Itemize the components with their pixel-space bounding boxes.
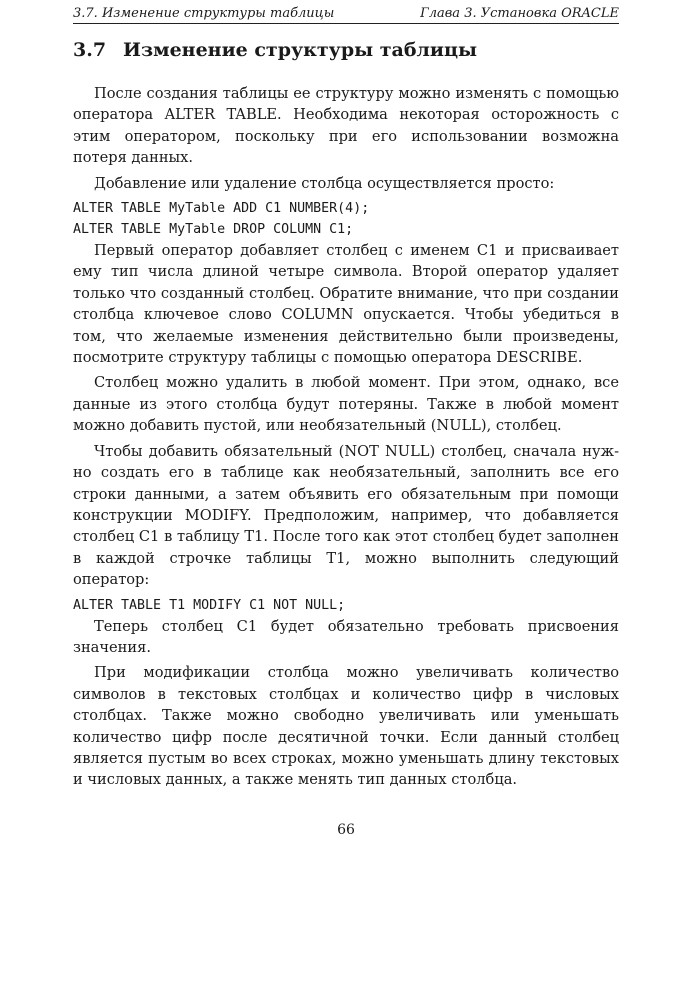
paragraph-required-value: Теперь столбец C1 будет обязательно требовать присвоения значения.: [73, 617, 619, 656]
paragraph-drop-anytime: Столбец можно удалить в любой момент. При этом, однако, все данные из этого столбца будут потеряны. Также в любой момент можно добавить пустой, или необязательный (NULL), столбец.: [73, 374, 619, 435]
header-section-title: 3.7. Изменение структуры таблицы: [73, 6, 335, 21]
header-chapter-title: Глава 3. Установка ORACLE: [420, 6, 619, 21]
running-header: [73, 4, 619, 24]
page-number: 66: [337, 822, 355, 838]
section-title: Изменение структуры таблицы: [123, 39, 478, 61]
page-body: [73, 83, 619, 795]
paragraph-alter-intro: После создания таблицы ее структуру можно изменять с помощью оператора ALTER TABLE. Необходима некоторая осторожность с этим оператором, поскольку при его использовании возможна потеря данных.: [73, 85, 619, 167]
paragraph-not-null: Чтобы добавить обязательный (NOT NULL) столбец, сначала нужно создать его в таблице как необязательный, заполнить все его строки данными, а затем объявить его обязательным при помощи конструкции MODIFY. Предположим, например, что добавляется столбец C1 в таблицу T1. После того как этот столбец будет заполнен в каждой строчке таблицы T1, можно выполнить следующий оператор:: [73, 442, 619, 589]
code-block-add-drop: ALTER TABLE MyTable ADD C1 NUMBER(4); ALTER TABLE MyTable DROP COLUMN C1;: [73, 201, 370, 238]
section-number: 3.7: [73, 39, 107, 61]
section-heading: [73, 39, 477, 61]
paragraph-add-drop-lead: Добавление или удаление столбца осуществляется просто:: [94, 174, 555, 192]
paragraph-add-drop-explanation: Первый оператор добавляет столбец с именем C1 и присваивает ему тип числа длиной четыре символа. Второй оператор удаляет только что созданный столбец. Обратите внимание, что при создании столбца ключевое слово COLUMN опускается. Чтобы убедиться в том, что желаемые изменения действительно были произведены, посмотрите структуру таблицы с помощью оператора DESCRIBE.: [73, 242, 619, 367]
code-block-modify: ALTER TABLE T1 MODIFY C1 NOT NULL;: [73, 597, 346, 613]
paragraph-modify-column: При модификации столбца можно увеличивать количество символов в текстовых столбцах и количество цифр в числовых столбцах. Также можно свободно увеличивать или уменьшать количество цифр после десятичной точки. Если данный столбец является пустым во всех строках, можно уменьшать длину текстовых и числовых данных, а также менять тип данных столбца.: [73, 664, 619, 789]
book-page: [73, 0, 619, 990]
